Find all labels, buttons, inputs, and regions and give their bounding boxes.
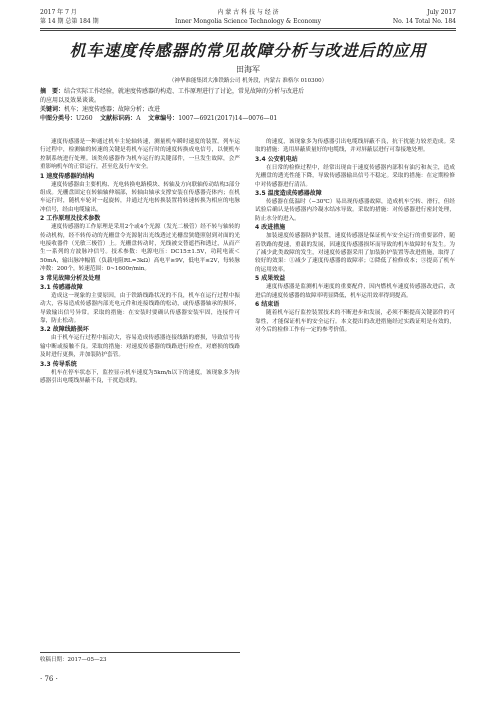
doc-code-label: 文献标识码： <box>100 115 137 122</box>
section-heading: 3.2 故障线路损坏 <box>40 326 89 334</box>
affiliation: （神华准能集团大准铁路公司 机务段，内蒙古 准格尔 010300） <box>168 78 328 84</box>
section-heading: 5 成果效益 <box>255 275 286 283</box>
footnote-rule <box>40 652 240 653</box>
doc-code-value: A <box>136 115 141 122</box>
body-paragraph: 传感器在低温时（−30℃）易出现传感器故障，造成机车空转、滑行，但经试验后确认是传感器内冷凝水结冰导致。采取的措施：对传感器进行密封处理，防止水分的进入。 <box>255 199 455 222</box>
journal-name-cn: 内 蒙 古 科 技 与 经 济 <box>217 9 279 16</box>
abstract-line-2 <box>40 96 456 105</box>
abstract-text-2: 的应用以及效果谈谈。 <box>40 97 101 104</box>
article-id-value: 1007—6921(2017)14—0076—01 <box>178 115 278 122</box>
received-date: 收稿日期：2017—05—23 <box>40 657 107 663</box>
paper-title: 机车速度传感器的常见故障分析与改进后的应用 <box>69 41 427 60</box>
keywords-label: 关键词： <box>40 106 65 113</box>
section-heading: 3.1 传感器故障 <box>40 283 83 291</box>
body-paragraph: 速度传感器是监测机车速度的重要配件，因内燃机车速度传感器改进后，改进后的速度传感器的故障率明显降低，机车运用效率得到提高。 <box>255 284 455 299</box>
section-heading: 6 结束语 <box>255 301 280 309</box>
section-heading: 3 常见故障分析及处理 <box>40 274 101 282</box>
right-column <box>255 138 455 653</box>
body-paragraph: 在日常的检修过程中，经常出现由于速度传感器内部积有油污和灰尘，造成光栅盘的透光性能下降，导致传感器输出信号不稳定。采取的措施：在定期检修中对传感器进行清洁。 <box>255 164 455 188</box>
section-heading: 4 改进措施 <box>255 224 286 232</box>
body-paragraph: 造成这一现象的主要原因，由于铁路线路状况的不良，机车在运行过程中振动大，容易造成传感器内部光电元件和连接线路的松动，或传感器轴承的损坏，导致输出信号异常。采取的措施：在安装时要确认传感器安装牢固，连接件可靠，防止松动。 <box>40 292 240 324</box>
clc-value: U260 <box>76 115 93 122</box>
section-heading: 3.5 温度造成传感器故障 <box>255 190 322 198</box>
issue-date-en: July 2017 <box>427 9 456 16</box>
classification-line <box>40 114 456 123</box>
body-columns <box>40 138 456 653</box>
keywords-line <box>40 105 456 114</box>
author: 田海军 <box>236 65 260 74</box>
header-rule <box>40 28 456 29</box>
article-id-label: 文章编号： <box>148 115 179 122</box>
section-heading: 3.3 传导系统 <box>40 360 77 368</box>
abstract-text-1: 结合实际工作经验，就速度传感器的构造、工作原理进行了讨论，常见故障的分析与改进后 <box>64 88 305 95</box>
issue-number-en: No. 14 Total No. 184 <box>392 18 456 25</box>
body-paragraph: 由于机车运行过程中振动大，容易造成传感器连接线路的磨损，导致信号传输中断或接触不良。采取的措施：对速度传感器的线路进行检查，对磨损的线路及时进行更换，并加装防护套管。 <box>40 335 240 359</box>
body-paragraph: 速度传感器的工作原理是采用2个或4个光源（发光二极管）经不转与轴转的传动机构，经不转传动的光栅盘令光源射出光线透过光栅盘狭缝照射到对面的光电接收器件（光敏三极管）上。光栅盘转动时，光线被交替遮挡和透过，从而产生一系列的方波脉冲信号。技术参数：电源电压：DC15±1.5V，功耗电流＜50mA，输出脉冲幅值（负载电阻RL=3kΩ）高电平≥9V，低电平≤2V，每转脉冲数：200个，转速范围：0~1600r/min。 <box>40 224 240 273</box>
abstract-block <box>40 87 456 123</box>
header-rule-thin <box>40 30 456 31</box>
body-paragraph: 随着机车运行监控装置技术的不断进步和发展，必须不断提高关键部件的可靠性，才能保证机车的安全运行。本文提出的改进措施经过实践证明是有效的，对今后的检修工作有一定的参考价值。 <box>255 310 455 333</box>
journal-name-en: Inner Mongolia Science Technology & Economy <box>174 18 322 25</box>
body-paragraph: 速度传感器由主要机构、光电转换电路模块、转轴及方向联轴传动结构3部分组成。光栅盘固定在转轴轴伸端部，转轴由轴承支撑安装在传感器壳体内；在机车运行时，随机车轮对一起旋转，并通过光电转换装置将转速转换为相应的电脉冲信号，经由电缆输出。 <box>40 181 240 213</box>
issue-number: 第 14 期 总第 184 期 <box>40 18 99 25</box>
abstract-line-1 <box>40 87 456 96</box>
abstract-label: 摘 要： <box>40 88 65 95</box>
running-header <box>40 8 456 30</box>
body-paragraph: 机车在停车状态下，监控显示机车速度为5km/h以下的速度，该现象多为传感器引出电缆线屏蔽不良，干扰造成的。 <box>40 369 240 384</box>
body-paragraph: 速度传感器是一种通过机车主轮轴转速，测量机车瞬时速度的装置。列车运行过程中，检测轴的转速的关键是将机车运行时的速度转换成电信号，以便机车控制系统进行处理。该类传感器作为机车运行的关键部件，一旦发生故障，会严重影响机车的正常运行，甚至危及行车安全。 <box>40 139 240 171</box>
body-paragraph: 加装速度传感器防护装置，速度传感器是保证机车安全运行的重要部件，随着铁路的提速，重载的发展，因速度传感器损坏而导致的机车故障时有发生。为了减少此类故障的发生，对速度传感器采用了加装防护装置等改进措施，取得了较好的效果：①减少了速度传感器的故障率；②降低了检修成本；③提高了机车的运用效率。 <box>255 233 455 273</box>
left-column <box>40 138 240 653</box>
header-right <box>393 8 456 26</box>
issue-date: 2017 年 7 月 <box>40 9 77 16</box>
section-heading: 2 工作原理及技术参数 <box>40 215 101 223</box>
clc-label: 中图分类号： <box>40 115 77 122</box>
footnote <box>40 652 240 663</box>
body-paragraph: 的速度，该现象多为传感器引出电缆线屏蔽不良，抗干扰能力较差造成。采取的措施：选用屏蔽质量好的电缆线，并对屏蔽层进行可靠接地处理。 <box>255 139 455 154</box>
keywords: 机车；速度传感器；故障分析；改进 <box>64 106 161 113</box>
section-heading: 3.4 公安机电站 <box>255 155 298 163</box>
page-number: · 76 · <box>40 675 58 683</box>
section-heading: 1 速度传感器的结构 <box>40 172 95 180</box>
